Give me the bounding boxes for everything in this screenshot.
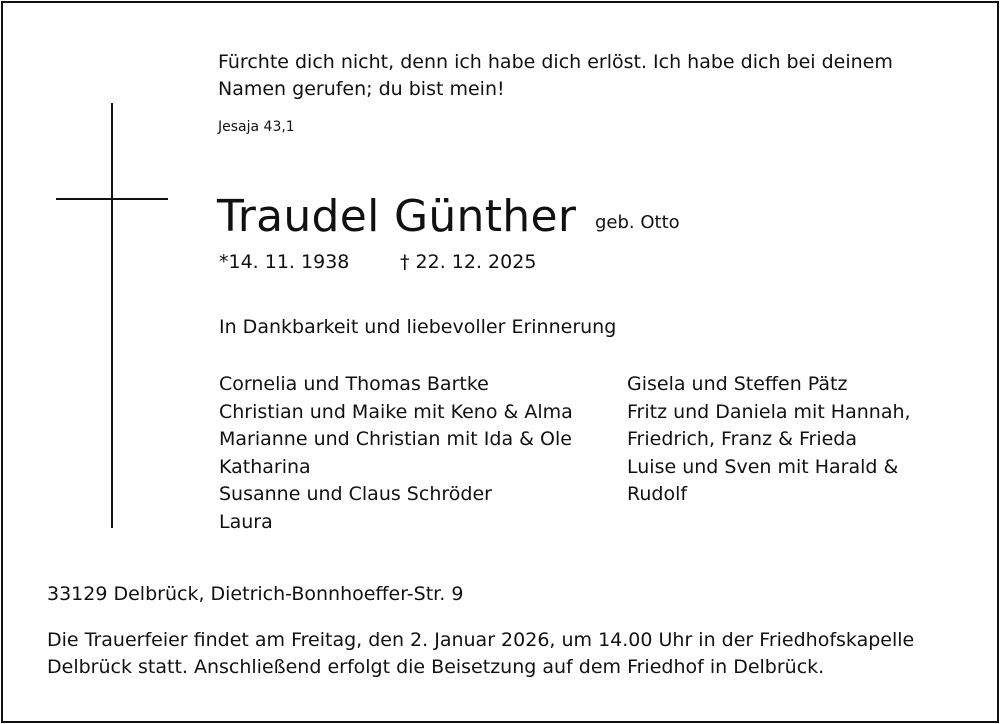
funeral-info-line-1: Die Trauerfeier findet am Freitag, den 2. Januar 2026, um 14.00 Uhr in der Friedhofskapelle	[47, 629, 915, 651]
bible-verse-reference: Jesaja 43,1	[218, 119, 295, 135]
cross-vertical-bar	[111, 103, 113, 528]
deceased-name: Traudel Günther	[217, 191, 577, 242]
bible-verse	[218, 49, 958, 103]
funeral-info-line-2: Delbrück statt. Anschließend erfolgt die Beisetzung auf dem Friedhof in Delbrück.	[47, 656, 825, 678]
death-date: † 22. 12. 2025	[400, 251, 537, 273]
mourner-entry: Susanne und Claus Schröder	[219, 483, 492, 506]
dedication-text: In Dankbarkeit und liebevoller Erinnerung	[219, 316, 617, 338]
mourner-entry: Cornelia und Thomas Bartke	[219, 373, 489, 395]
bible-verse-line-1: Fürchte dich nicht, denn ich habe dich erlöst. Ich habe dich bei deinem	[218, 51, 893, 73]
mourner-entry: Rudolf	[627, 483, 688, 506]
obituary-notice	[1, 1, 999, 723]
mourner-entry: Fritz und Daniela mit Hannah,	[627, 400, 911, 423]
mourner-entry: Marianne und Christian mit Ida & Ole	[219, 428, 572, 451]
birth-date: *14. 11. 1938	[219, 251, 350, 273]
mourner-entry: Katharina	[219, 455, 311, 478]
mourner-entry: Christian und Maike mit Keno & Alma	[219, 400, 573, 423]
funeral-info	[47, 627, 967, 681]
mourner-entry: Gisela und Steffen Pätz	[627, 373, 848, 395]
mourners-list-left	[219, 371, 573, 537]
bible-verse-line-2: Namen gerufen; du bist mein!	[218, 78, 505, 100]
mourner-entry: Friedrich, Franz & Frieda	[627, 428, 857, 451]
maiden-name: geb. Otto	[595, 212, 680, 233]
mourners-list-right	[627, 371, 911, 509]
mourner-entry: Luise und Sven mit Harald &	[627, 455, 899, 478]
mourner-entry: Laura	[219, 510, 273, 533]
cross-horizontal-bar	[56, 198, 168, 200]
mourning-address: 33129 Delbrück, Dietrich-Bonnhoeffer-Str. 9	[47, 583, 464, 605]
